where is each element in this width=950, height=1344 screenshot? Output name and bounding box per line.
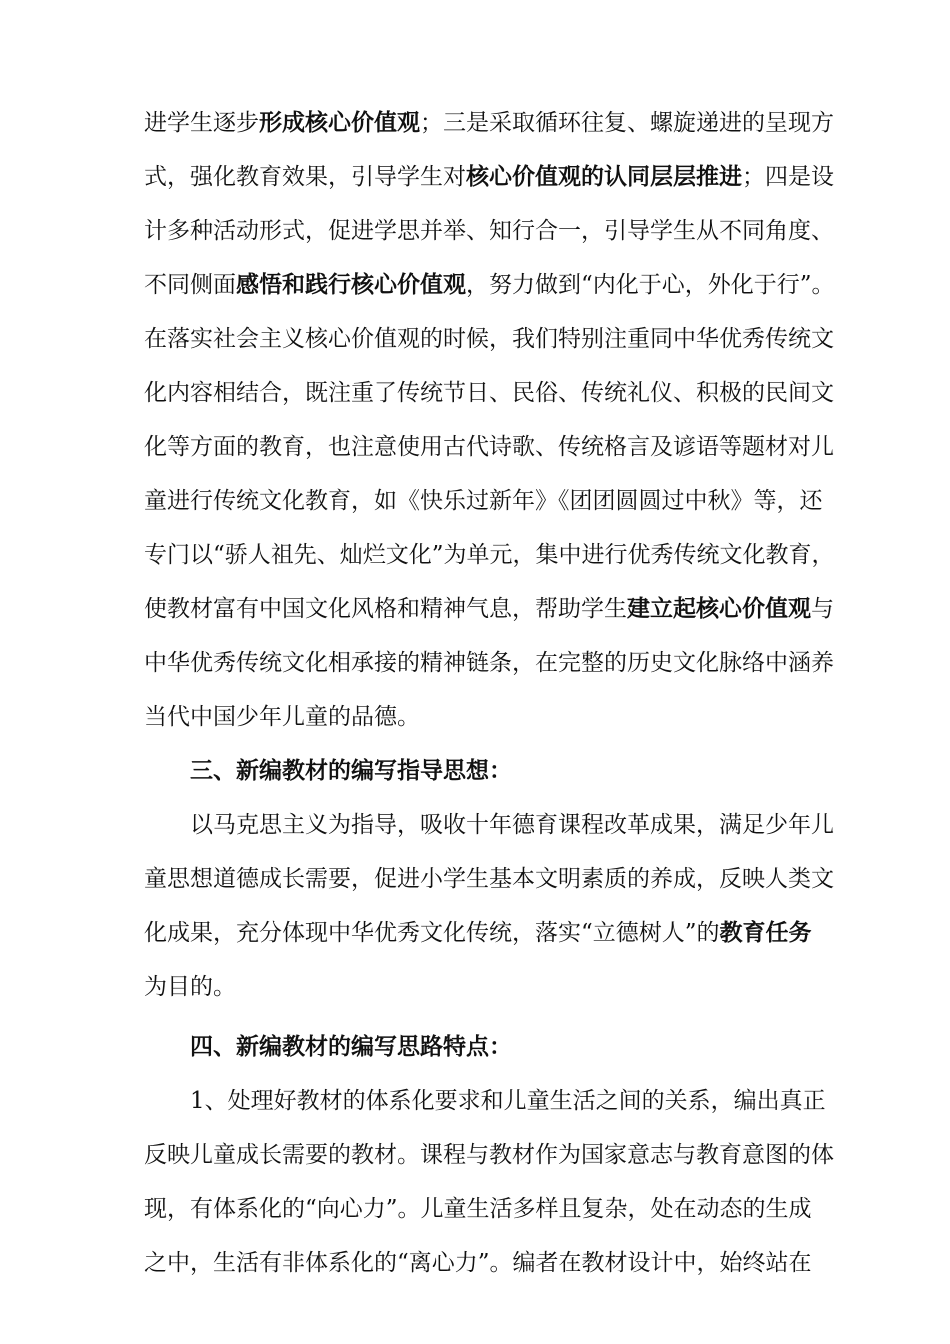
text-line: 之中，生活有非体系化的“离心力”。编者在教材设计中，始终站在 xyxy=(144,1250,812,1276)
text-line: 化成果，充分体现中华优秀文化传统，落实“立德树人”的教育任务 xyxy=(144,920,812,946)
bold-phrase: 教育任务 xyxy=(719,920,812,946)
text-line: 在落实社会主义核心价值观的时候，我们特别注重同中华优秀传统文 xyxy=(144,326,834,352)
bold-phrase: 核心价值观的认同层层推进 xyxy=(466,164,742,190)
text-line: 为目的。 xyxy=(144,974,236,1000)
text-line: 使教材富有中国文化风格和精神气息，帮助学生建立起核心价值观与 xyxy=(144,596,834,622)
text-line: 不同侧面感悟和践行核心价值观，努力做到“内化于心，外化于行”。 xyxy=(144,272,835,298)
text-line: 进学生逐步形成核心价值观；三是采取循环往复、螺旋递进的呈现方 xyxy=(144,110,834,136)
text-line: 中华优秀传统文化相承接的精神链条，在完整的历史文化脉络中涵养 xyxy=(144,650,834,676)
text-line: 童思想道德成长需要，促进小学生基本文明素质的养成，反映人类文 xyxy=(144,866,834,892)
text-line: 化内容相结合，既注重了传统节日、民俗、传统礼仪、积极的民间文 xyxy=(144,380,834,406)
document-body xyxy=(144,96,835,1290)
text-line: 当代中国少年儿童的品德。 xyxy=(144,704,420,730)
section-heading: 四、新编教材的编写思路特点： xyxy=(190,1033,512,1060)
section-heading: 三、新编教材的编写指导思想： xyxy=(190,757,512,784)
text-line: 专门以“骄人祖先、灿烂文化”为单元，集中进行优秀传统文化教育， xyxy=(144,542,835,568)
bold-phrase: 建立起核心价值观 xyxy=(627,596,811,622)
text-line: 童进行传统文化教育，如《快乐过新年》《团团圆圆过中秋》等，还 xyxy=(144,488,823,514)
text-line: 式，强化教育效果，引导学生对核心价值观的认同层层推进；四是设 xyxy=(144,164,834,190)
text-line: 现，有体系化的“向心力”。儿童生活多样且复杂，处在动态的生成 xyxy=(144,1196,812,1222)
bold-phrase: 感悟和践行核心价值观 xyxy=(236,272,466,298)
text-line: 以马克思主义为指导，吸收十年德育课程改革成果，满足少年儿 xyxy=(190,812,834,838)
text-line: 计多种活动形式，促进学思并举、知行合一，引导学生从不同角度、 xyxy=(144,218,834,244)
text-line: 反映儿童成长需要的教材。课程与教材作为国家意志与教育意图的体 xyxy=(144,1142,834,1168)
text-line: 1、处理好教材的体系化要求和儿童生活之间的关系，编出真正 xyxy=(190,1088,826,1114)
text-line: 化等方面的教育，也注意使用古代诗歌、传统格言及谚语等题材对儿 xyxy=(144,434,834,460)
bold-phrase: 形成核心价值观 xyxy=(259,110,420,136)
